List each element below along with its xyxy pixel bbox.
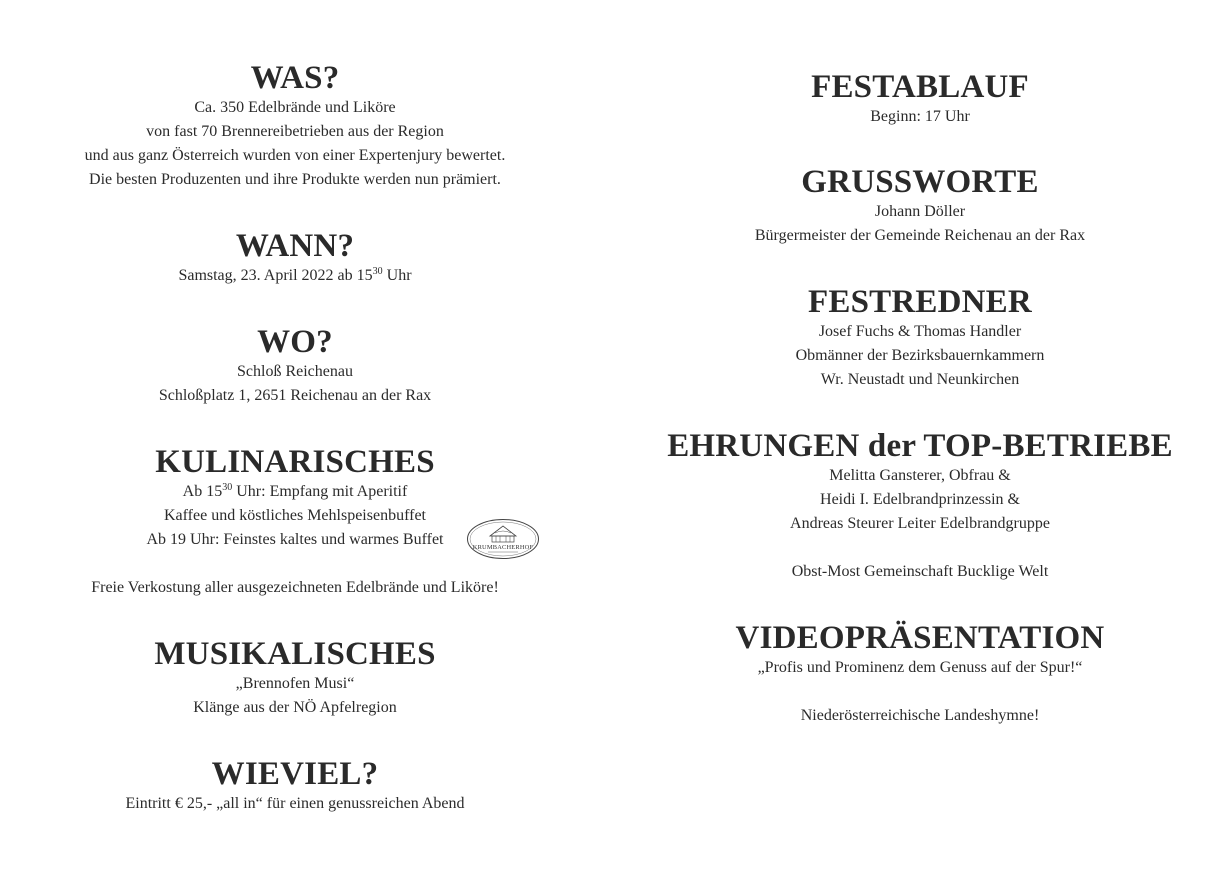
section-wann (45, 228, 545, 288)
heading-musikalisches: MUSIKALISCHES (154, 636, 436, 672)
kulinarisches-line-1: Ab $15^{30}$ Uhr: Empfang mit Aperitif (182, 482, 408, 500)
wo-line-2: Schloßplatz 1, 2651 Reichenau an der Rax (158, 387, 432, 404)
section-was (45, 60, 545, 192)
festablauf-line: Beginn: 17 Uhr (870, 108, 970, 125)
heading-was: WAS? (250, 60, 340, 96)
section-videopraesentation (660, 620, 1180, 728)
heading-festredner: FESTREDNER (808, 284, 1032, 320)
heading-wieviel: WIEVIEL? (211, 756, 379, 792)
heading-wann: WANN? (235, 228, 355, 264)
musikalisches-line-1: „Brennofen Musi“ (235, 675, 355, 692)
kulinarisches-line-2: Kaffee und köstliches Mehlspeisenbuffet (163, 507, 426, 524)
musikalisches-line-2: Klänge aus der NÖ Apfelregion (193, 699, 397, 716)
ehrungen-line-3: Andreas Steurer Leiter Edelbrandgruppe (790, 515, 1050, 532)
was-line-1: Ca. 350 Edelbrände und Liköre (194, 99, 396, 116)
section-ehrungen (660, 428, 1180, 584)
festredner-line-3: Wr. Neustadt und Neunkirchen (820, 371, 1020, 388)
heading-ehrungen: EHRUNGEN der TOP-BETRIEBE (667, 428, 1173, 464)
ehrungen-line-2: Heidi I. Edelbrandprinzessin & (820, 491, 1020, 508)
kulinarisches-note: Freie Verkostung aller ausgezeichneten Edelbrände und Liköre! (91, 579, 499, 596)
logo-wordmark: KRUMBACHERHOF (472, 544, 534, 551)
wo-line-1: Schloß Reichenau (237, 363, 353, 380)
heading-festablauf: FESTABLAUF (811, 69, 1029, 105)
heading-videopraesentation: VIDEOPRÄSENTATION (735, 620, 1105, 656)
kulinarisches-line-3: Ab 19 Uhr: Feinstes kaltes und warmes Buffet (146, 531, 444, 548)
video-line: „Profis und Prominenz dem Genuss auf der Spur!“ (757, 659, 1083, 676)
section-festredner (660, 284, 1180, 392)
was-line-2: von fast 70 Brennereibetrieben aus der Region (146, 123, 444, 140)
krumbacherhof-logo (466, 518, 540, 560)
section-festablauf (660, 69, 1180, 129)
wann-line: Samstag, 23. April 2022 ab $15^{30}$ Uhr (178, 266, 412, 284)
was-line-4: Die besten Produzenten und ihre Produkte werden nun prämiert. (89, 171, 501, 188)
grussworte-line-1: Johann Döller (874, 203, 966, 220)
festredner-line-2: Obmänner der Bezirksbauernkammern (795, 347, 1045, 364)
ehrungen-note: Obst-Most Gemeinschaft Bucklige Welt (791, 563, 1049, 580)
heading-grussworte: GRUSSWORTE (801, 164, 1039, 200)
grussworte-line-2: Bürgermeister der Gemeinde Reichenau an der Rax (754, 227, 1086, 244)
was-line-3: und aus ganz Österreich wurden von einer Expertenjury bewertet. (84, 147, 506, 164)
video-note: Niederösterreichische Landeshymne! (800, 707, 1040, 724)
heading-kulinarisches: KULINARISCHES (155, 444, 435, 480)
section-grussworte (660, 164, 1180, 248)
section-musikalisches (45, 636, 545, 720)
wieviel-line: Eintritt € 25,- „all in“ für einen genussreichen Abend (125, 795, 465, 812)
festredner-line-1: Josef Fuchs & Thomas Handler (818, 323, 1022, 340)
section-wo (45, 324, 545, 408)
section-wieviel (45, 756, 545, 816)
ehrungen-line-1: Melitta Gansterer, Obfrau & (829, 467, 1011, 484)
heading-wo: WO? (257, 324, 333, 360)
